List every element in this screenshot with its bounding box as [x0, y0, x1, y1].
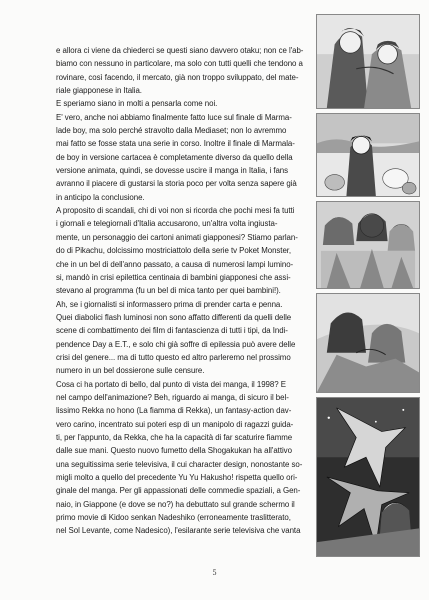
- page-number: 5: [212, 568, 217, 577]
- article-line: pendence Day a E.T., e solo chi già soffre di epilessia può avere delle: [56, 339, 296, 349]
- illustration-fantasy-characters: [316, 293, 420, 393]
- illustration-couple-embrace: [316, 14, 420, 109]
- article-line: do di Pikachu, dolcissimo mostriciattolo della serie tv Poket Monster,: [56, 246, 292, 256]
- article-line: Ah, se i giornalisti si informassero prima di prender carta e penna.: [56, 299, 283, 309]
- article-line: versione animata, quindi, se dovesse uscire il manga in Italia, i fans: [56, 166, 289, 176]
- article-line: primo movie di Kidoo senkan Nadeshiko (erroneamente traslitterato,: [56, 513, 291, 523]
- article-line: biamo con nessuno in particolare, ma solo con tutti quelli che tendono a: [56, 59, 303, 69]
- article-line: mente, un personaggio dei cartoni animati giapponesi? Stiamo parlan-: [56, 232, 298, 242]
- article-line: avranno il piacere di gustarsi la storia poco per volta senza sapere già: [56, 179, 297, 189]
- article-line: migli molto a quello del precedente Yu Yu Hakusho! rispetta quello ori-: [56, 473, 298, 482]
- article-line: ginale del manga. Per gli appassionati delle commedie spaziali, a Gen-: [56, 486, 301, 496]
- illustration-mecha-space: [316, 397, 420, 557]
- article-line: lade boy, ma solo perché stravolto dalla Mediaset; non lo avremmo: [56, 126, 287, 136]
- article-line: naio, in Giappone (e dove se no?) ha debuttato sul grande schermo il: [56, 499, 295, 509]
- article-line: scene di combattimento dei film di fantascienza di tutti i tipi, da Indi-: [56, 326, 288, 336]
- article-text-column: [56, 44, 308, 538]
- article-line: E speriamo siano in molti a pensarla come noi.: [56, 99, 218, 109]
- article-line: rovinare, così facendo, il mercato, già non troppo sviluppato, del mate-: [56, 72, 299, 82]
- article-line: nel Sol Levante, come Nadesico), l'esilarante serie televisiva che vanta: [56, 526, 301, 536]
- article-line: lissimo Rekka no hono (La fiamma di Rekka), un fantasy-action dav-: [56, 406, 292, 416]
- article-line: Cosa ci ha portato di bello, dal punto di vista dei manga, il 1998? E: [56, 379, 286, 389]
- article-line: mai fatto se fosse stata una serie in corso. Inoltre il finale di Marmala-: [56, 139, 295, 149]
- article-line: stevano al programma (fu un bel di mica tanto per quei bambini!).: [56, 286, 281, 296]
- article-line: i giornali e telegiornali d'Italia accusarono, un'altra volta ingiusta-: [56, 219, 278, 229]
- article-line: ti, per l'appunto, da Rekka, che ha la capacità di far scaturire fiamme: [56, 432, 293, 442]
- illustration-boy-with-creatures: [316, 113, 420, 197]
- article-line: Quei diabolici flash luminosi non sono affatto differenti da quelli delle: [56, 312, 292, 322]
- article-line: crisi del genere... ma di tutto questo ed altro parleremo nel prossimo: [56, 352, 291, 362]
- article-line: riale giapponese in Italia.: [56, 86, 142, 96]
- article-line: in anticipo la conclusione.: [56, 192, 145, 202]
- article-line: A proposito di scandali, chi di voi non si ricorda che pochi mesi fa tutti: [56, 206, 295, 216]
- article-line: vero carino, incentrato sui poteri esp di un manipolo di ragazzi guida-: [56, 419, 294, 429]
- article-line: E' vero, anche noi abbiamo finalmente fatto luce sul finale di Marma-: [56, 112, 292, 122]
- article-line: de boy in versione cartacea è completamente diverso da quello della: [56, 152, 293, 162]
- article-line: una seguitissima serie televisiva, il cui character design, nonostante so-: [56, 459, 303, 469]
- article-line: nel campo dell'animazione? Beh, riguardo ai manga, di sicuro il bel-: [56, 392, 289, 402]
- article-line: e allora ci viene da chiederci se questi siano davvero otaku; non ce l'ab-: [56, 46, 304, 55]
- article-line: che in un bel di dell'anno passato, a causa di numerosi lampi lumino-: [56, 259, 294, 269]
- illustration-girls-group: [316, 201, 420, 289]
- article-line: dalle sue mani. Questo nuovo fumetto della Shogakukan ha all'attivo: [56, 446, 292, 456]
- article-line: si, mandò in crisi epilettica centinaia di bambini giapponesi che assi-: [56, 272, 291, 282]
- article-line: numero in un bel dossierone sulle censure.: [56, 366, 205, 376]
